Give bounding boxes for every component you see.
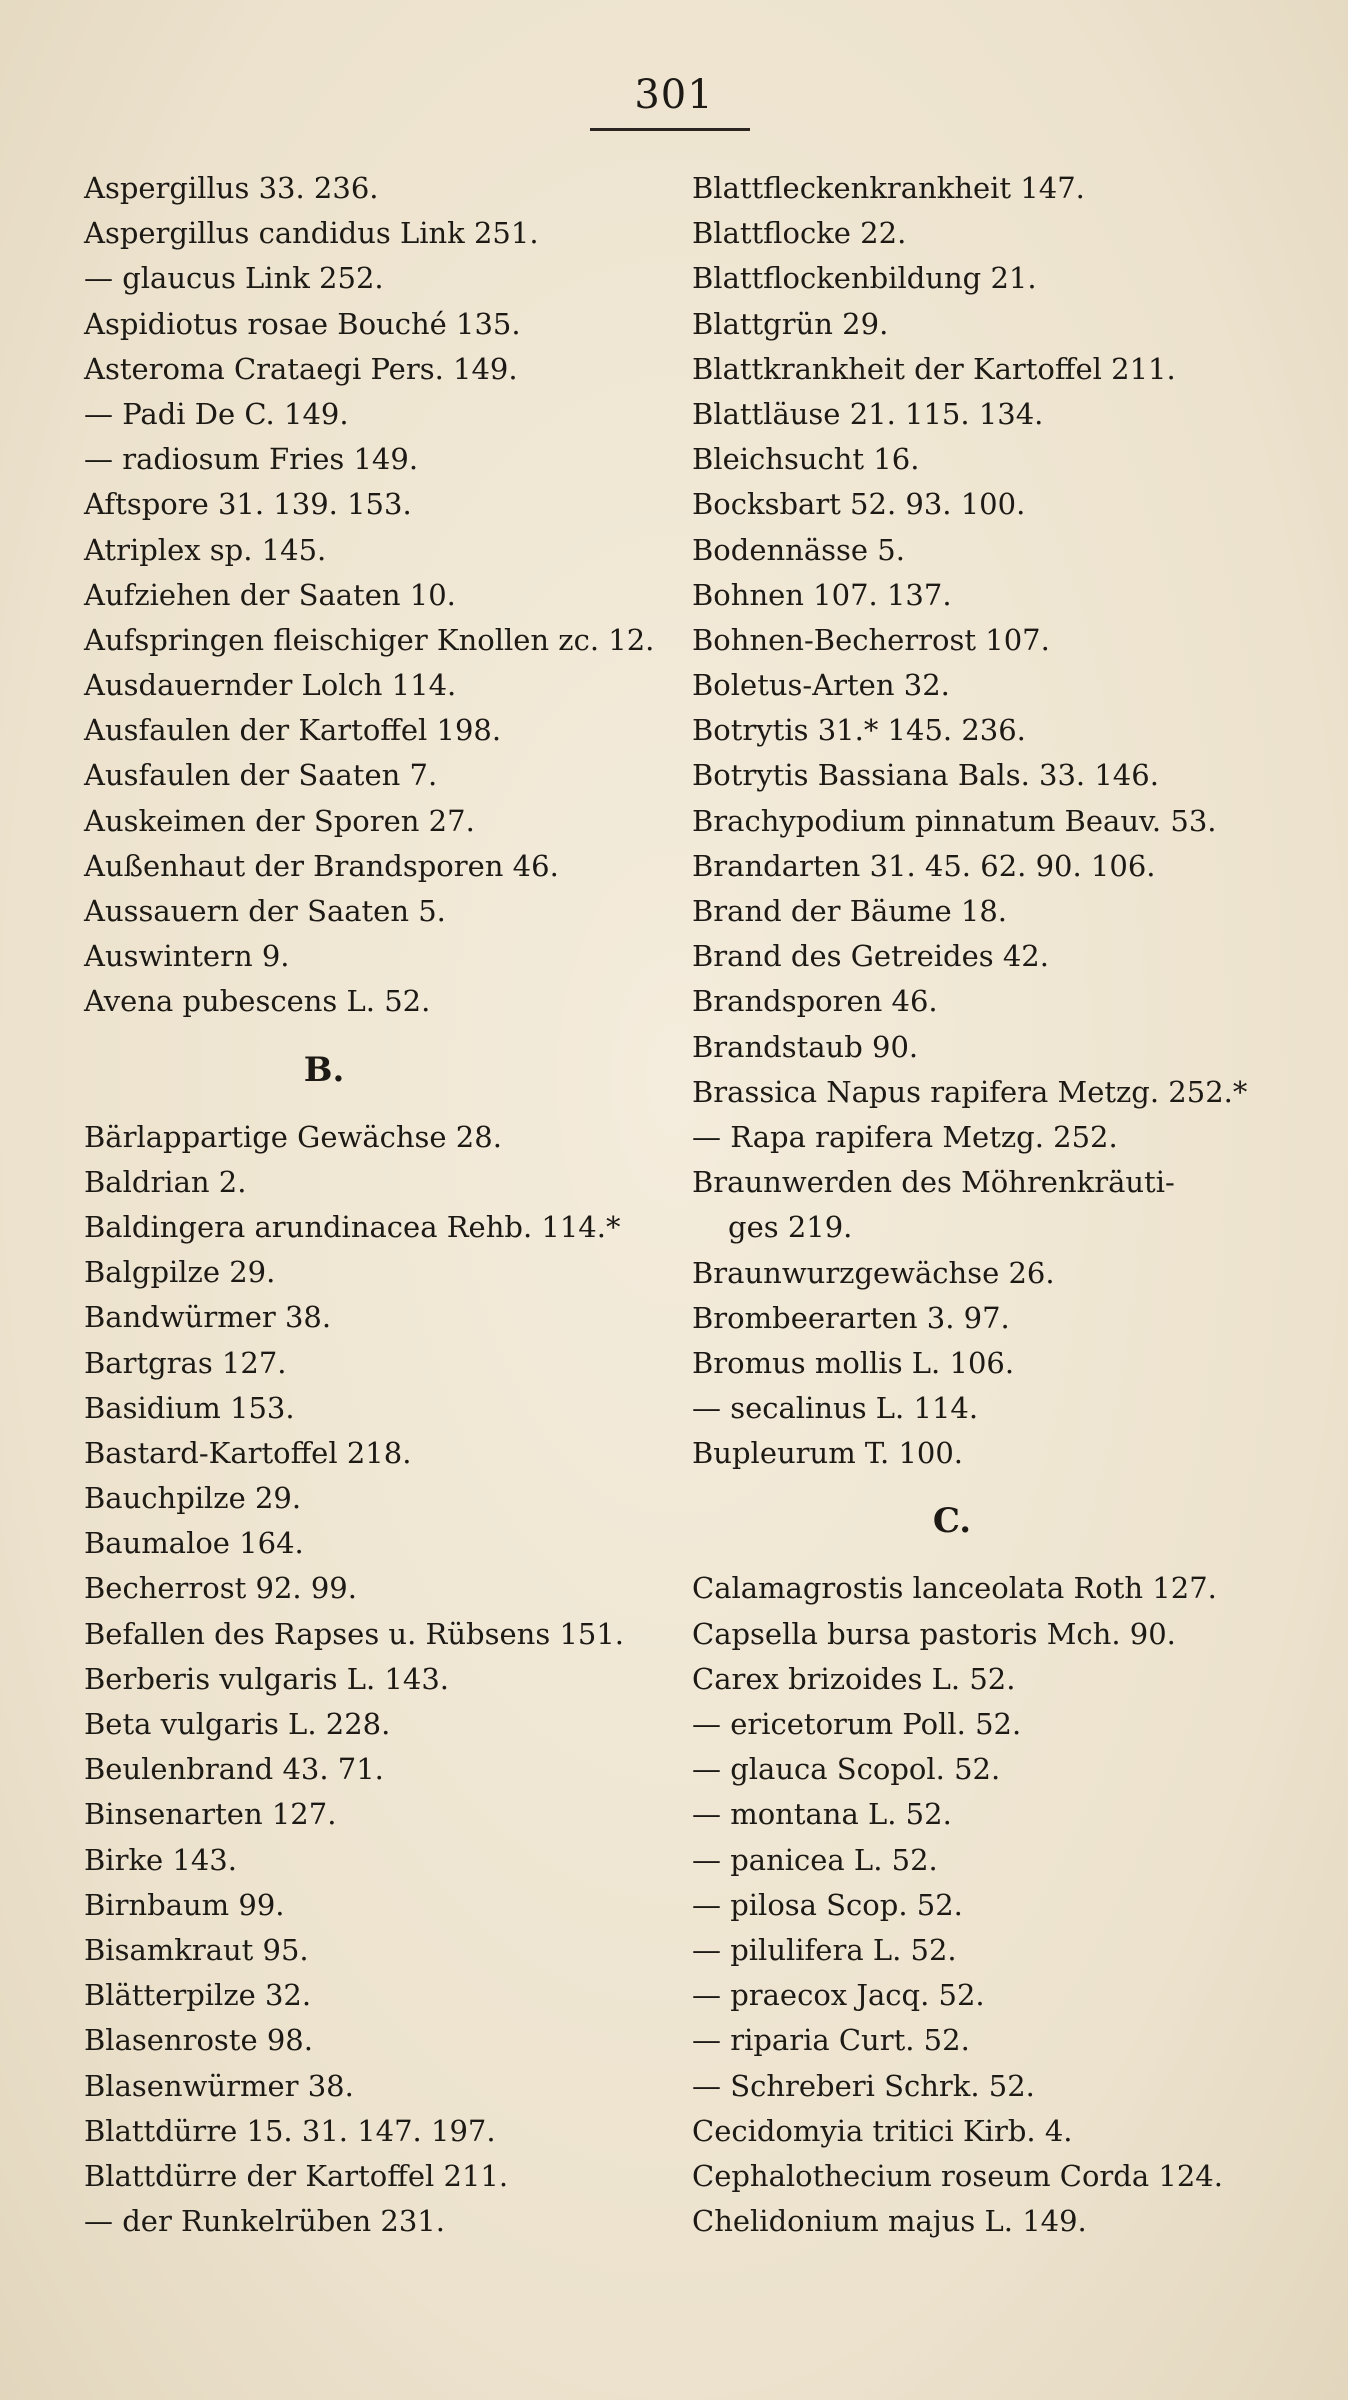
index-entry: Befallen des Rapses u. Rübsens 151. [84, 1616, 625, 1651]
index-entry: Bohnen 107. 137. [692, 577, 952, 612]
index-entry: Brandarten 31. 45. 62. 90. 106. [692, 848, 1156, 883]
index-entry: Aftspore 31. 139. 153. [84, 487, 412, 522]
index-entry: — praecox Jacq. 52. [692, 1978, 985, 2013]
index-entry: Aspergillus candidus Link 251. [84, 216, 539, 251]
index-entry: Blattdürre der Kartoffel 211. [84, 2158, 509, 2193]
index-entry: Bupleurum T. 100. [692, 1436, 964, 1471]
index-entry: Auswintern 9. [84, 939, 290, 974]
index-entry: Bocksbart 52. 93. 100. [692, 487, 1026, 522]
index-entry: Birke 143. [84, 1842, 237, 1877]
index-entry: Blattfleckenkrankheit 147. [692, 171, 1085, 205]
index-entry: Blattgrün 29. [692, 306, 889, 341]
index-entry: — pilosa Scop. 52. [692, 1887, 963, 1922]
index-entry: Bleichsucht 16. [692, 442, 920, 477]
index-group-c [692, 1566, 1252, 2244]
index-entry: — radiosum Fries 149. [84, 442, 419, 477]
index-entry: Berberis vulgaris L. 143. [84, 1661, 449, 1696]
index-entry: Bärlappartige Gewächse 28. [84, 1119, 502, 1154]
index-entry: — der Runkelrüben 231. [84, 2204, 445, 2239]
index-entry: Bartgras 127. [84, 1345, 287, 1380]
index-entry: Cephalothecium roseum Corda 124. [692, 2158, 1223, 2193]
index-entry: Bandwürmer 38. [84, 1300, 332, 1335]
index-entry: Blätterpilze 32. [84, 1978, 312, 2013]
index-entry: — montana L. 52. [692, 1797, 952, 1832]
index-entry: Blattläuse 21. 115. 134. [692, 396, 1044, 431]
index-entry: — Schreberi Schrk. 52. [692, 2068, 1035, 2103]
index-entry: Bauchpilze 29. [84, 1481, 302, 1516]
index-entry: Asteroma Crataegi Pers. 149. [84, 351, 518, 386]
index-entry: Brassica Napus rapifera Metzg. 252.* [692, 1074, 1248, 1109]
index-entry: — panicea L. 52. [692, 1842, 938, 1877]
index-entry: — pilulifera L. 52. [692, 1932, 957, 1967]
index-entry: Blattflockenbildung 21. [692, 261, 1037, 296]
index-group-a [84, 166, 684, 1025]
section-letter-c: C. [932, 1501, 972, 1542]
index-entry: Bohnen-Becherrost 107. [692, 622, 1050, 657]
index-entry: Aspergillus 33. 236. [84, 171, 379, 205]
index-entry: Aufziehen der Saaten 10. [84, 577, 456, 612]
index-entry: Becherrost 92. 99. [84, 1571, 357, 1606]
index-entry: Braunwurzgewächse 26. [692, 1255, 1055, 1290]
index-entry: Bisamkraut 95. [84, 1932, 309, 1967]
right-column [692, 166, 1252, 2244]
index-entry: Blattdürre 15. 31. 147. 197. [84, 2113, 496, 2148]
index-entry: Blasenroste 98. [84, 2023, 313, 2058]
page-number: 301 [634, 72, 714, 118]
index-entry: Außenhaut der Brandsporen 46. [84, 848, 559, 883]
section-letter-b: B. [303, 1049, 345, 1090]
index-entry: Boletus-Arten 32. [692, 668, 950, 703]
index-entry: Calamagrostis lanceolata Roth 127. [692, 1571, 1217, 1606]
index-entry: Baldrian 2. [84, 1164, 247, 1199]
index-entry: — glaucus Link 252. [84, 261, 384, 296]
index-entry: Braunwerden des Möhrenkräuti- [692, 1165, 1175, 1200]
index-entry: Cecidomyia tritici Kirb. 4. [692, 2113, 1073, 2148]
index-entry: Ausfaulen der Saaten 7. [84, 758, 438, 793]
header-rule [590, 128, 750, 131]
index-entry: Blasenwürmer 38. [84, 2068, 354, 2103]
index-group-b-left [84, 1115, 684, 2245]
index-entry: Carex brizoides L. 52. [692, 1661, 1016, 1696]
index-entry: Brandstaub 90. [692, 1029, 919, 1064]
index-entry: Avena pubescens L. 52. [84, 984, 431, 1019]
index-group-b-right [692, 166, 1252, 1476]
index-entry: Bastard-Kartoffel 218. [84, 1435, 412, 1470]
index-entry: — secalinus L. 114. [692, 1391, 979, 1426]
index-entry: Aspidiotus rosae Bouché 135. [84, 306, 521, 341]
index-entry: Baumaloe 164. [84, 1526, 304, 1561]
index-entry: Ausfaulen der Kartoffel 198. [84, 713, 502, 748]
index-entry: Brombeerarten 3. 97. [692, 1300, 1010, 1335]
index-entry: Chelidonium majus L. 149. [692, 2204, 1087, 2239]
index-entry: Brachypodium pinnatum Beauv. 53. [692, 803, 1217, 838]
index-entry: Aufspringen fleischiger Knollen zc. 12. [84, 622, 655, 657]
index-entry: Basidium 153. [84, 1390, 295, 1425]
index-entry: Aussauern der Saaten 5. [84, 894, 446, 928]
index-entry: Blattkrankheit der Kartoffel 211. [692, 351, 1176, 386]
index-entry: Balgpilze 29. [84, 1255, 276, 1290]
index-entry: — Rapa rapifera Metzg. 252. [692, 1119, 1118, 1154]
index-entry: Ausdauernder Lolch 114. [84, 668, 457, 703]
index-entry: Brand der Bäume 18. [692, 894, 1008, 928]
index-entry: Botrytis 31.* 145. 236. [692, 713, 1026, 748]
index-entry: — ericetorum Poll. 52. [692, 1707, 1022, 1741]
index-entry: Baldingera arundinacea Rehb. 114.* [84, 1209, 621, 1244]
index-entry: Bromus mollis L. 106. [692, 1345, 1015, 1380]
left-column [84, 166, 684, 2244]
index-entry: ges 219. [728, 1210, 853, 1245]
index-entry: — riparia Curt. 52. [692, 2023, 970, 2058]
index-entry: Brand des Getreides 42. [692, 939, 1049, 974]
index-entry: — glauca Scopol. 52. [692, 1752, 1001, 1787]
index-entry: Atriplex sp. 145. [84, 532, 327, 567]
index-entry: — Padi De C. 149. [84, 396, 349, 431]
index-entry: Blattflocke 22. [692, 216, 907, 251]
index-entry: Binsenarten 127. [84, 1797, 337, 1832]
index-entry: Capsella bursa pastoris Mch. 90. [692, 1616, 1176, 1651]
index-entry: Beta vulgaris L. 228. [84, 1707, 391, 1741]
index-entry: Beulenbrand 43. 71. [84, 1752, 384, 1787]
index-entry: Birnbaum 99. [84, 1887, 285, 1922]
index-entry: Brandsporen 46. [692, 984, 938, 1019]
index-entry: Bodennässe 5. [692, 532, 905, 567]
index-entry: Auskeimen der Sporen 27. [84, 803, 475, 838]
index-entry: Botrytis Bassiana Bals. 33. 146. [692, 758, 1159, 793]
